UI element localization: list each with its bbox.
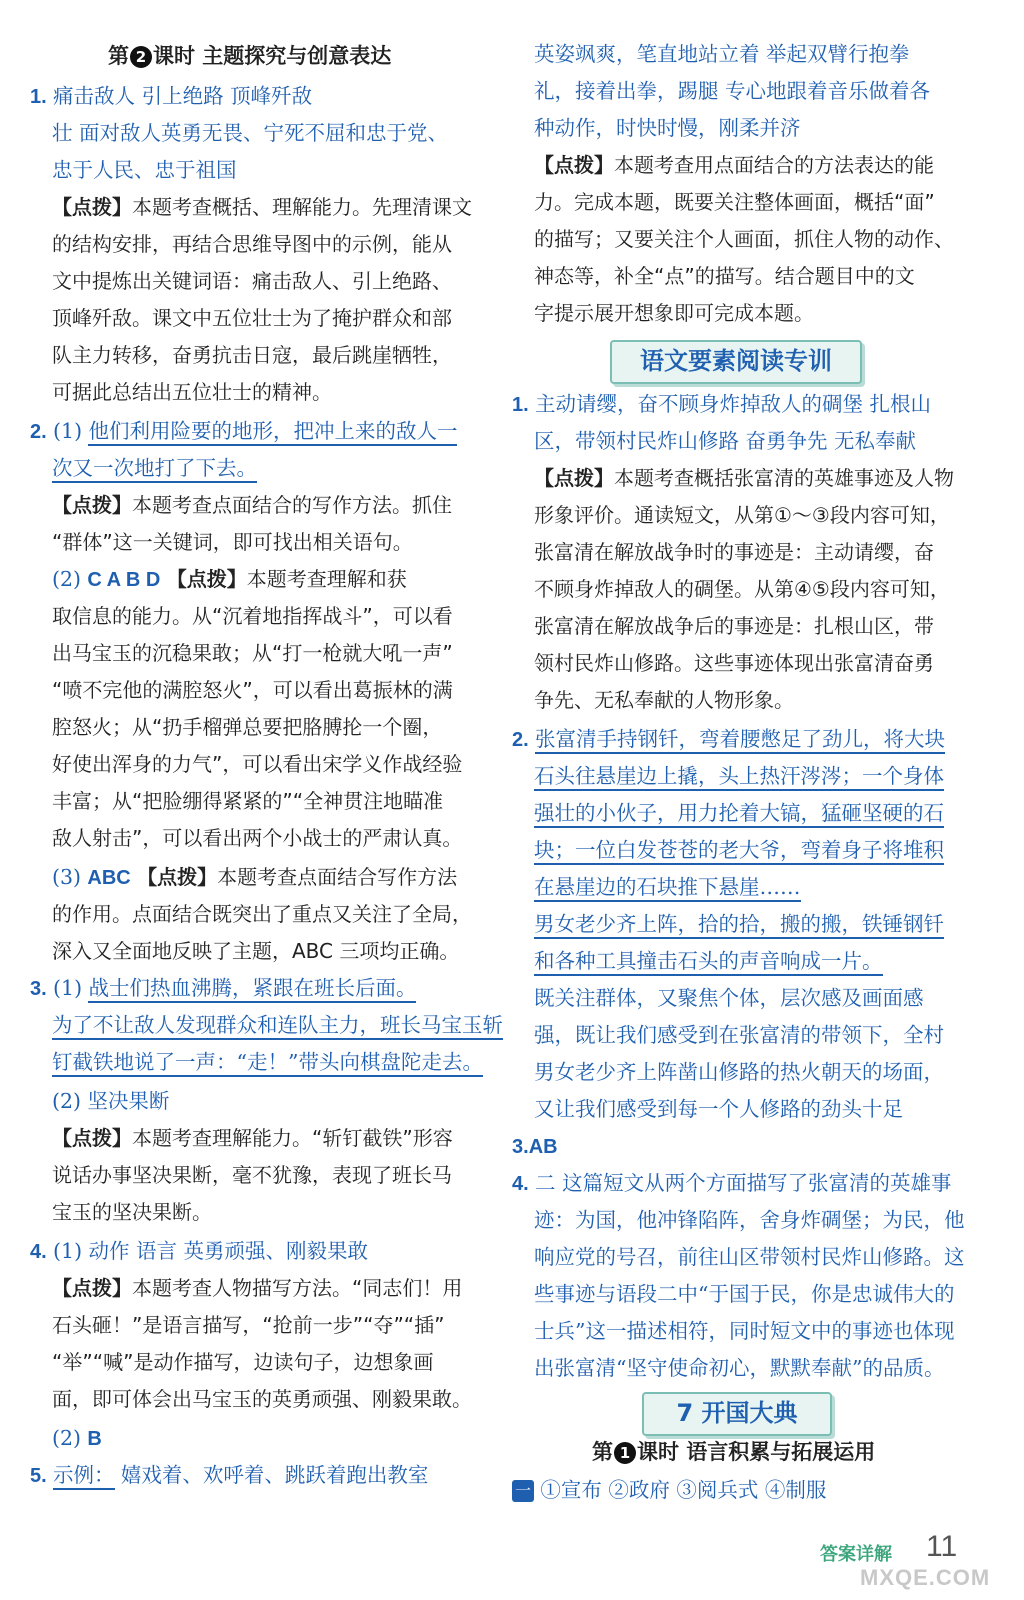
q1-number: 1. <box>30 86 47 108</box>
lesson-title <box>592 1436 875 1468</box>
q4-number: 4. <box>30 1241 47 1263</box>
r2-line7 <box>534 945 883 977</box>
r2-answer-line7: 和各种工具撞击石头的声音响成一片。 <box>534 949 883 976</box>
r2-answer: 张富清手持钢钎，弯着腰憋足了劲儿，将大块 <box>535 727 945 754</box>
r2-line1 <box>512 723 945 756</box>
q2-1-label: (1) <box>53 419 83 443</box>
q2-3-line1 <box>52 861 457 894</box>
q4-1-tip-line1 <box>52 1272 462 1304</box>
q3-2-tip-text: 本题考查理解能力。“斩钉截铁”形容 <box>132 1126 453 1150</box>
section-one-badge: 一 <box>512 1480 534 1502</box>
r1-tip-line3: 张富清在解放战争时的事迹是：主动请缨，奋 <box>534 540 934 564</box>
q5-line1 <box>30 1459 428 1492</box>
watermark: MXQE.COM <box>860 1565 991 1590</box>
q3-1-answer: 战士们热血沸腾，紧跟在班长后面。 <box>88 976 416 1003</box>
q2-2-label: (2) <box>52 567 82 591</box>
q1-tip-line3: 文中提炼出关键词语：痛击敌人、引上绝路、 <box>52 269 452 293</box>
r1-number: 1. <box>512 394 529 416</box>
q5-answer: 嬉戏着、欢呼着、跳跃着跑出教室 <box>120 1463 429 1487</box>
tip-label: 【点拨】 <box>534 153 614 177</box>
r4-line1 <box>512 1167 952 1200</box>
r2-line4 <box>534 834 944 866</box>
q3-1-answer-cont2: 钉截铁地说了一声：“走！”带头向棋盘陀走去。 <box>52 1050 483 1077</box>
footer-label: 答案详解 <box>820 1544 892 1565</box>
r3-line <box>512 1130 558 1163</box>
lesson-title-text: 课时 语言积累与拓展运用 <box>637 1440 876 1464</box>
r2-answer-line2: 石头往悬崖边上撬，头上热汗涔涔；一个身体 <box>534 764 944 791</box>
sec1-line <box>512 1474 826 1506</box>
r3-answer: AB <box>528 1136 558 1158</box>
q3-2-tip-line2: 说话办事坚决果断，毫不犹豫，表现了班长马 <box>52 1163 452 1187</box>
section-title-pre: 第 <box>108 44 129 68</box>
r3-number: 3. <box>512 1136 529 1158</box>
q4-2-label: (2) <box>52 1426 82 1450</box>
q2-2-tip-line6: 好使出浑身的力气”，可以看出宋学义作战经验 <box>52 752 463 776</box>
r2-answer-line6: 男女老少齐上阵，拾的拾，搬的搬，铁锤钢钎 <box>534 912 944 939</box>
section-title-text: 课时 主题探究与创意表达 <box>153 44 392 68</box>
q2-1-tip-text: 本题考查点面结合的写作方法。抓住 <box>132 493 452 517</box>
r1-tip-line6: 领村民炸山修路。这些事迹体现出张富清奋勇 <box>534 651 934 675</box>
q2-2-answer: C A B D <box>87 569 161 591</box>
tip-label: 【点拨】 <box>52 1276 132 1300</box>
r2-number: 2. <box>512 729 529 751</box>
q2-number: 2. <box>30 421 47 443</box>
r2-line3 <box>534 797 944 829</box>
r2-answer-line3: 强壮的小伙子，用力抡着大镐，猛砸坚硬的石 <box>534 801 944 828</box>
q1-answer-text: 痛击敌人 引上绝路 顶峰歼敌 <box>53 84 313 108</box>
q5-answer-line3: 礼，接着出拳，踢腿 专心地跟着音乐做着各 <box>534 79 931 103</box>
q3-2-tip-line3: 宝玉的坚决果断。 <box>52 1200 212 1224</box>
q5-number: 5. <box>30 1465 47 1487</box>
q2-2-tip-line5: 腔怒火；从“扔手榴弹总要把胳膊抡一个圈， <box>52 715 443 739</box>
r1-answer-line2: 区，带领村民炸山修路 奋勇争先 无私奉献 <box>534 429 917 453</box>
q1-answer-line2: 壮 面对敌人英勇无畏、宁死不屈和忠于党、 <box>52 121 449 145</box>
q4-1-tip-line2: 石头砸！”是语言描写，“抢前一步”“夺”“插” <box>52 1313 445 1337</box>
q2-2-tip-line2: 取信息的能力。从“沉着地指挥战斗”，可以看 <box>52 604 453 628</box>
r4-answer: 二 这篇短文从两个方面描写了张富清的英雄事 <box>535 1171 952 1195</box>
q5-tip-line1 <box>534 149 934 181</box>
r1-tip-line1 <box>534 462 954 494</box>
tip-label: 【点拨】 <box>534 466 614 490</box>
r4-answer-line6: 出张富清“坚守使命初心，默默奉献”的品质。 <box>534 1356 945 1380</box>
q5-tip-text: 本题考查用点面结合的方法表达的能 <box>614 153 934 177</box>
q5-answer-line2: 英姿飒爽，笔直地站立着 举起双臂行抱拳 <box>534 42 910 66</box>
q5-tip-line4: 神态等，补全“点”的描写。结合题目中的文 <box>534 264 915 288</box>
q2-2-tip-line7: 丰富；从“把脸绷得紧紧的”“全神贯注地瞄准 <box>52 789 444 813</box>
tip-label: 【点拨】 <box>137 865 218 889</box>
q2-2-tip-line8: 敌人射击”，可以看出两个小战士的严肃认真。 <box>52 826 463 850</box>
q2-1-line1 <box>30 415 457 448</box>
tip-label: 【点拨】 <box>52 1126 132 1150</box>
q3-1-line2 <box>52 1009 503 1041</box>
r1-tip-line7: 争先、无私奉献的人物形象。 <box>534 688 794 712</box>
q2-3-tip-text: 本题考查点面结合写作方法 <box>217 865 458 889</box>
r1-tip-line4: 不顾身炸掉敌人的碉堡。从第④⑤段内容可知， <box>534 577 950 601</box>
q3-1-line3 <box>52 1046 483 1078</box>
tip-label: 【点拨】 <box>52 493 132 517</box>
q5-tip-line5: 字提示展开想象即可完成本题。 <box>534 301 814 325</box>
r1-tip-line2: 形象评价。通读短文，从第①～③段内容可知， <box>534 503 950 527</box>
q2-1-answer-cont: 次又一次地打了下去。 <box>52 456 257 483</box>
reading-training-banner: 语文要素阅读专训 <box>610 340 862 384</box>
q3-number: 3. <box>30 978 47 1000</box>
q3-1-line1 <box>30 972 416 1005</box>
q5-answer-line4: 种动作，时快时慢，刚柔并济 <box>534 116 801 140</box>
q3-2-answer: 坚决果断 <box>87 1089 170 1113</box>
q2-3-tip-line2: 的作用。点面结合既突出了重点又关注了全局， <box>52 902 472 926</box>
r4-number: 4. <box>512 1173 529 1195</box>
section-title <box>108 40 391 72</box>
sec1-answer: ①宣布 ②政府 ③阅兵式 ④制服 <box>540 1478 827 1502</box>
q4-1-answer: 动作 语言 英勇顽强、刚毅果敢 <box>88 1239 368 1263</box>
q2-3-tip-line3: 深入又全面地反映了主题，ABC 三项均正确。 <box>52 939 460 963</box>
q2-1-tip-line2: “群体”这一关键词，即可找出相关语句。 <box>52 530 413 554</box>
r2-answer-line4: 块；一位白发苍苍的老大爷，弯着身子将堆积 <box>534 838 944 865</box>
page-number: 11 <box>926 1530 958 1563</box>
q2-2-tip-line4: “喷不完他的满腔怒火”，可以看出葛振林的满 <box>52 678 453 702</box>
r4-answer-line2: 迹：为国，他冲锋陷阵，舍身炸碉堡；为民，他 <box>534 1208 965 1232</box>
lesson-number-badge: 1 <box>614 1442 636 1464</box>
q1-tip-line5: 队主力转移，奋勇抗击日寇，最后跳崖牺牲， <box>52 343 452 367</box>
q1-tip-line1 <box>52 191 472 223</box>
lesson-title-pre: 第 <box>592 1440 613 1464</box>
q3-1-answer-cont: 为了不让敌人发现群众和连队主力，班长马宝玉斩 <box>52 1013 503 1040</box>
q1-tip-line6: 可据此总结出五位壮士的精神。 <box>52 380 332 404</box>
r2-line2 <box>534 760 944 792</box>
q4-1-label: (1) <box>53 1239 83 1263</box>
q4-1-line <box>30 1235 368 1268</box>
q5-tip-line3: 的描写；又要关注个人画面，抓住人物的动作、 <box>534 227 954 251</box>
q2-1-line2 <box>52 452 257 484</box>
q1-tip-line4: 顶峰歼敌。课文中五位壮士为了掩护群众和部 <box>52 306 452 330</box>
tip-label: 【点拨】 <box>166 567 247 591</box>
r1-tip-line5: 张富清在解放战争后的事迹是：扎根山区，带 <box>534 614 934 638</box>
q4-2-line <box>52 1422 102 1455</box>
q3-2-label: (2) <box>52 1089 82 1113</box>
q1-answer-line3: 忠于人民、忠于祖国 <box>52 158 237 182</box>
r2-line6 <box>534 908 944 940</box>
q3-2-line <box>52 1085 169 1117</box>
r4-answer-line3: 响应党的号召，前往山区带领村民炸山修路。这 <box>534 1245 965 1269</box>
q2-3-answer: ABC <box>87 867 131 889</box>
q5-example-label: 示例： <box>53 1463 115 1490</box>
q1-tip-text: 本题考查概括、理解能力。先理清课文 <box>132 195 472 219</box>
r2-answer-line10: 男女老少齐上阵凿山修路的热火朝天的场面， <box>534 1060 944 1084</box>
q2-1-tip-line1 <box>52 489 452 521</box>
lesson-7-banner: 7 开国大典 <box>642 1392 832 1436</box>
q4-1-tip-line4: 面，即可体会出马宝玉的英勇顽强、刚毅果敢。 <box>52 1387 472 1411</box>
q5-tip-line2: 力。完成本题，既要关注整体画面，概括“面” <box>534 190 935 214</box>
r2-answer-line8: 既关注群体，又聚焦个体，层次感及画面感 <box>534 986 924 1010</box>
q3-2-tip-line1 <box>52 1122 453 1154</box>
r1-answer: 主动请缨，奋不顾身炸掉敌人的碉堡 扎根山 <box>535 392 932 416</box>
q1-answer-line1 <box>30 80 312 113</box>
r4-answer-line4: 些事迹与语段二中“于国于民，你是忠诚伟大的 <box>534 1282 955 1306</box>
r2-line5 <box>534 871 801 903</box>
q2-1-answer: 他们利用险要的地形，把冲上来的敌人一 <box>88 419 457 446</box>
q4-1-tip-line3: “举”“喊”是动作描写，边读句子，边想象画 <box>52 1350 434 1374</box>
r4-answer-line5: 士兵”这一描述相符，同时短文中的事迹也体现 <box>534 1319 955 1343</box>
r1-tip-text: 本题考查概括张富清的英雄事迹及人物 <box>614 466 954 490</box>
section-number-badge: 2 <box>130 46 152 68</box>
q4-2-answer: B <box>87 1428 102 1450</box>
q2-2-tip-text: 本题考查理解和获 <box>246 567 407 591</box>
q3-1-label: (1) <box>53 976 83 1000</box>
q4-1-tip-text: 本题考查人物描写方法。“同志们！用 <box>132 1276 463 1300</box>
q2-3-label: (3) <box>52 865 82 889</box>
r2-answer-line11: 又让我们感受到每一个人修路的劲头十足 <box>534 1097 903 1121</box>
r1-line1 <box>512 388 931 421</box>
tip-label: 【点拨】 <box>52 195 132 219</box>
q1-tip-line2: 的结构安排，再结合思维导图中的示例，能从 <box>52 232 452 256</box>
r2-answer-line5: 在悬崖边的石块推下悬崖…… <box>534 875 801 902</box>
r2-answer-line9: 强，既让我们感受到在张富清的带领下，全村 <box>534 1023 944 1047</box>
q2-2-line1 <box>52 563 407 596</box>
q2-2-tip-line3: 出马宝玉的沉稳果敢；从“打一枪就大吼一声” <box>52 641 453 665</box>
